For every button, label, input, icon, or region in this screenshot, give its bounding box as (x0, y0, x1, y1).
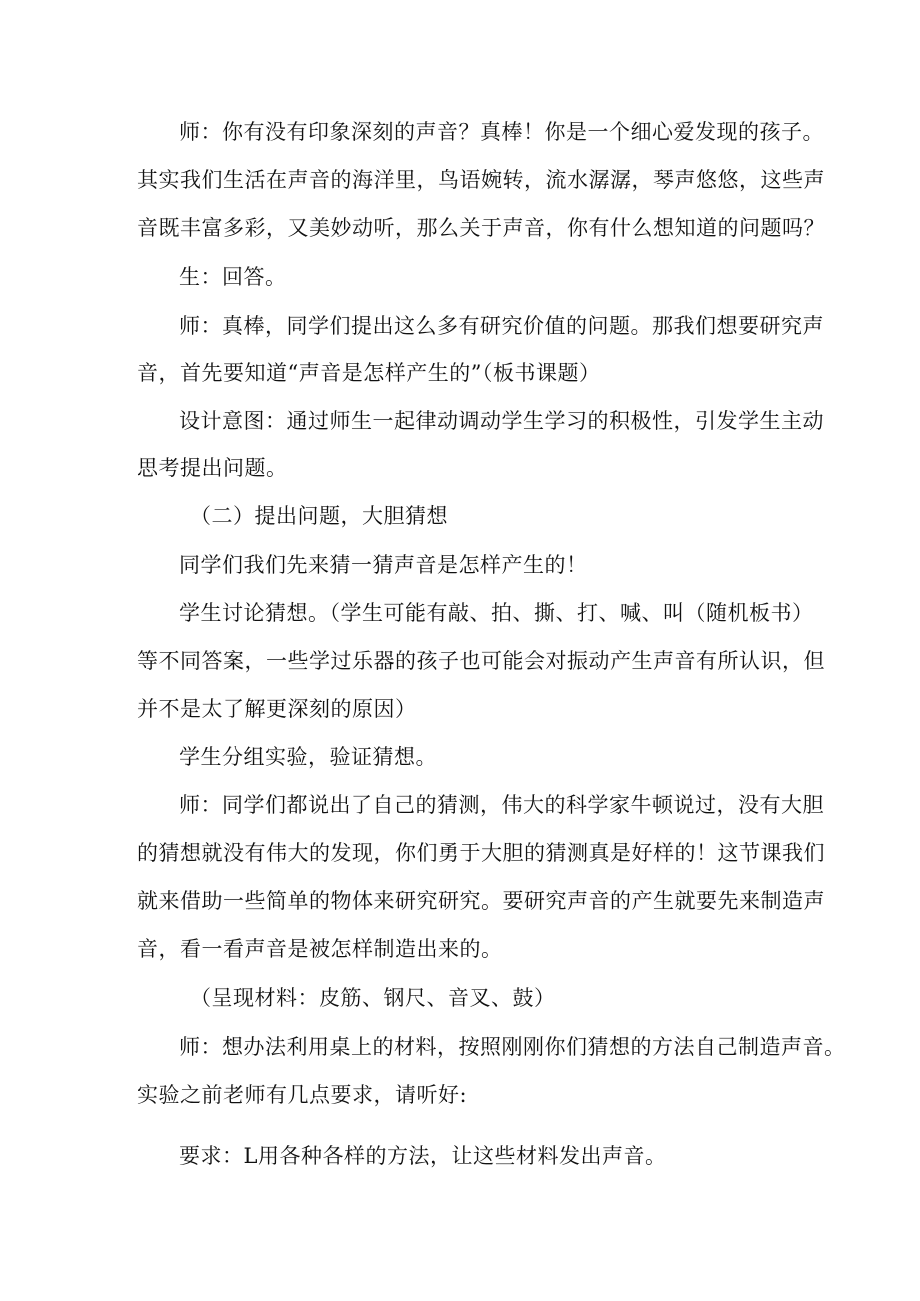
paragraph-line: 就来借助一些简单的物体来研究研究。要研究声音的产生就要先来制造声 (137, 889, 825, 913)
paragraph-line: 的猜想就没有伟大的发现，你们勇于大胆的猜测真是好样的！这节课我们 (137, 841, 825, 865)
paragraph-line: （呈现材料：皮筋、钢尺、音叉、鼓） (190, 986, 556, 1010)
paragraph-line: 生：回答。 (179, 265, 287, 289)
paragraph-line: 音，首先要知道“声音是怎样产生的”（板书课题） (137, 361, 601, 385)
paragraph-line: 同学们我们先来猜一猜声音是怎样产生的！ (179, 553, 588, 577)
paragraph-line: 实验之前老师有几点要求，请听好: (137, 1083, 468, 1107)
paragraph-line: 要求：L用各种各样的方法，让这些材料发出声音。 (179, 1144, 667, 1168)
paragraph-line: 师：你有没有印象深刻的声音？真棒！你是一个细心爱发现的孩子。 (179, 120, 824, 144)
paragraph-line: 等不同答案，一些学过乐器的孩子也可能会对振动产生声音有所认识，但 (137, 649, 825, 673)
paragraph-line: 思考提出问题。 (137, 456, 288, 480)
paragraph-line: 师：同学们都说出了自己的猜测，伟大的科学家牛顿说过，没有大胆 (179, 793, 824, 817)
section-heading: （二）提出问题，大胆猜想 (190, 504, 448, 528)
paragraph-line: 音，看一看声音是被怎样制造出来的。 (137, 937, 503, 961)
paragraph-line: 并不是太了解更深刻的原因） (137, 697, 417, 721)
paragraph-line: 师：真棒，同学们提出这么多有研究价值的问题。那我们想要研究声 (179, 314, 824, 338)
paragraph-line: 设计意图：通过师生一起律动调动学生学习的积极性，引发学生主动 (179, 409, 824, 433)
paragraph-line: 音既丰富多彩，又美妙动听，那么关于声音，你有什么想知道的问题吗？ (137, 216, 825, 240)
paragraph-line: 学生分组实验，验证猜想。 (179, 745, 437, 769)
paragraph-line: 学生讨论猜想。（学生可能有敲、拍、撕、打、喊、叫（随机板书） (179, 601, 814, 625)
paragraph-line: 师：想办法利用桌上的材料，按照刚刚你们猜想的方法自己制造声音。 (179, 1035, 846, 1059)
paragraph-line: 其实我们生活在声音的海洋里，鸟语婉转，流水潺潺，琴声悠悠，这些声 (137, 168, 825, 192)
